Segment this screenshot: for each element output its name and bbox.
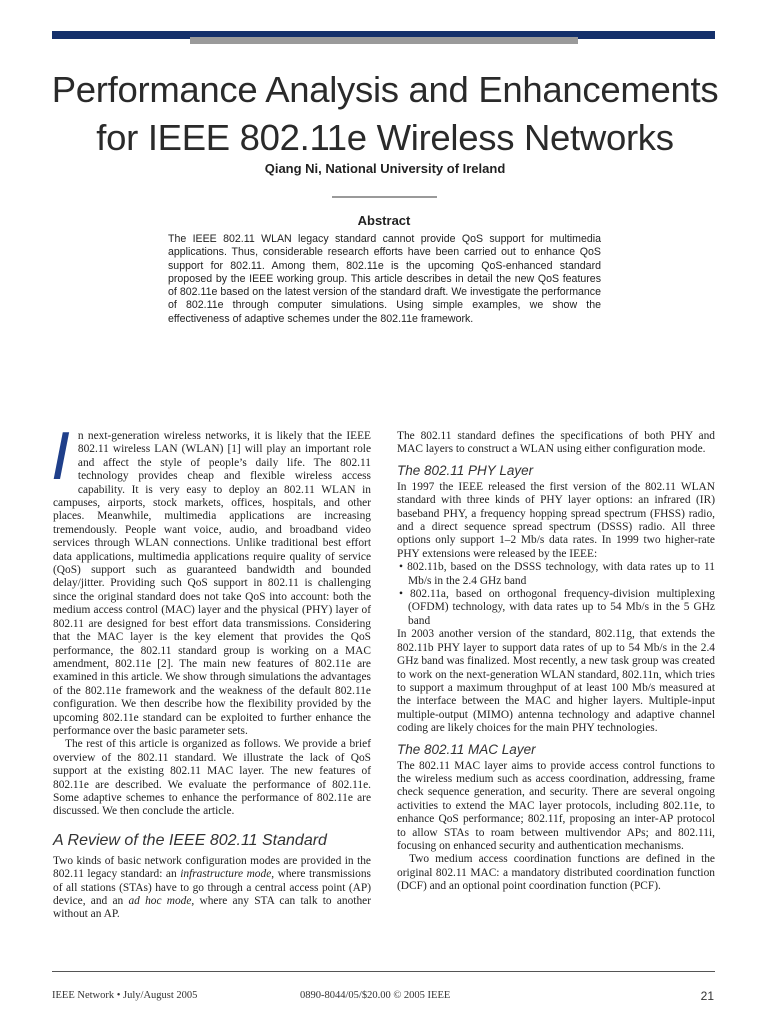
- intro-paragraph: [51, 418, 371, 738]
- title-line-1: Performance Analysis and Enhancements: [51, 69, 719, 110]
- left-column: [51, 418, 371, 922]
- phy-paragraph: In 1997 the IEEE released the first version of the 802.11 WLAN standard with three kinds of PHY layer options: an infrared (IR) baseband PHY, a frequency hopping spread spectrum (FHSS) radio, and a direct sequence spread spectrum (DSSS) radio. All three options only support 1–2 Mb/s data rates. In 1999 two higher-rate PHY extensions were released by the IEEE:: [397, 480, 715, 560]
- review-paragraph: [53, 855, 371, 922]
- term-ad-hoc-mode: ad hoc mode: [128, 895, 192, 907]
- author-line: Qiang Ni, National University of Ireland: [264, 161, 506, 176]
- intro-text: n next-generation wireless networks, it is likely that the IEEE 802.11 wireless LAN (WLAN) [1] will play an important role and affect the style of people’s daily life. The 802.11 technology provides cheap and flexible wireless access capability. It is very easy to deploy an 802.11 WLAN in campuses, airports, stock markets, offices, hospitals, and other places. Meanwhile, multimedia applications are increasing tremendously. People want voice, audio, and broadband video services through WLAN connections. Unlike traditional best effort data applications, multimedia applications require quality of service (QoS) support such as guaranteed bandwidth and bounded delay/jitter. Providing such QoS support in 802.11 is challenging since the original standard does not take QoS into account: both the medium access control (MAC) layer and the physical (PHY) layer of 802.11 are designed for best effort data transmissions. Considering that the MAC layer is the key element that provides the QoS performance, the 802.11 standard group is working on a MAC amendment, 802.11e [2]. The main new features of 802.11e are examined in this article. We show through simulations the advantages of the 802.11e framework and the weakness of the default 802.11e configuration. We then describe how the flexibility provided by the upcoming 802.11e standard can be exploited to further enhance the performance over the basic parameter sets.: [53, 430, 371, 737]
- phy-extensions-paragraph: In 2003 another version of the standard, 802.11g, that extends the 802.11b PHY layer to support data rates of up to 54 Mb/s in the 2.4 GHz band was finalized. Most recently, a new task group was created to work on the next-generation WLAN standard, 802.11n, which tries to support a maximum throughput of at least 100 Mb/s measured at the interface between the MAC and higher layers. Multiple-input multiple-output (MIMO) antenna technology and adaptive channel coding are likely choices for the main PHY technologies.: [397, 628, 715, 735]
- section-heading-review: A Review of the IEEE 802.11 Standard: [53, 831, 327, 849]
- review-text-a: Two kinds of basic network configuration modes are provided in the 802.11 legacy standard: an: [53, 854, 371, 881]
- review-text-c: , where any STA can talk to another without an AP.: [53, 895, 371, 921]
- abstract-rule: [332, 196, 437, 198]
- article-title: [40, 66, 730, 162]
- page-number: 21: [700, 989, 714, 1003]
- title-line-2: for IEEE 802.11e Wireless Networks: [96, 117, 674, 158]
- right-column: [397, 430, 715, 894]
- review-text-b: , where transmissions of all stations (STAs) have to go through a central access point (AP) device, and an: [53, 868, 371, 907]
- drop-cap: I: [51, 418, 70, 494]
- abstract-text: The IEEE 802.11 WLAN legacy standard cannot provide QoS support for multimedia applications. Thus, considerable research efforts have been carried out to enhance QoS support for 802.11. Among them, 802.11e is the upcoming QoS-enhanced standard proposed by the IEEE working group. This article describes in detail the new QoS features of 802.11e based on the latest version of the standard draft. We investigate the performance of 802.11e through computer simulations. Using simple examples, we show the effectiveness of adaptive schemes under the 802.11e framework.: [168, 233, 601, 325]
- bullet-80211a: • 802.11a, based on orthogonal frequency-division multiplexing (OFDM) technology, with data rates up to 54 Mb/s in the 5 GHz band: [399, 588, 715, 627]
- coordination-paragraph: Two medium access coordination functions are defined in the original 802.11 MAC: a mandatory distributed coordination function (DCF) and an optional point coordination function (PCF).: [397, 853, 715, 893]
- subsection-heading-phy: The 802.11 PHY Layer: [397, 462, 534, 478]
- issn-copyright: 0890-8044/05/$20.00 © 2005 IEEE: [300, 990, 451, 1001]
- organization-paragraph: The rest of this article is organized as follows. We provide a brief overview of the 802.11 standard. We illustrate the lack of QoS support at the existing 802.11 MAC layer. The new features of 802.11e are described. We evaluate the performance of 802.11e. Some adaptive schemes to enhance the performance of 802.11e are discussed. We then conclude the article.: [53, 738, 371, 818]
- config-paragraph: The 802.11 standard defines the specifications of both PHY and MAC layers to construct a WLAN using either configuration mode.: [397, 430, 715, 456]
- term-infrastructure-mode: infrastructure mode: [180, 868, 272, 881]
- mac-paragraph: The 802.11 MAC layer aims to provide access control functions to the wireless medium such as access coordination, addressing, frame check sequence generation, and security. There are several ongoing activities to extend the MAC layer protocols, including 802.11e, to enhance QoS performance; 802.11f, proposing an inter-AP protocol to allow STAs to roam between multivendor APs; and 802.11i, focusing on enhanced security and authentication mechanisms.: [397, 759, 715, 852]
- bullet-80211b: • 802.11b, based on the DSSS technology, with data rates up to 11 Mb/s in the 2.4 GHz band: [399, 561, 715, 587]
- header-accent-bar: [190, 37, 578, 44]
- footer-rule: [52, 971, 715, 972]
- journal-citation: IEEE Network • July/August 2005: [52, 990, 198, 1001]
- subsection-heading-mac: The 802.11 MAC Layer: [397, 741, 536, 757]
- abstract-heading: Abstract: [357, 213, 411, 228]
